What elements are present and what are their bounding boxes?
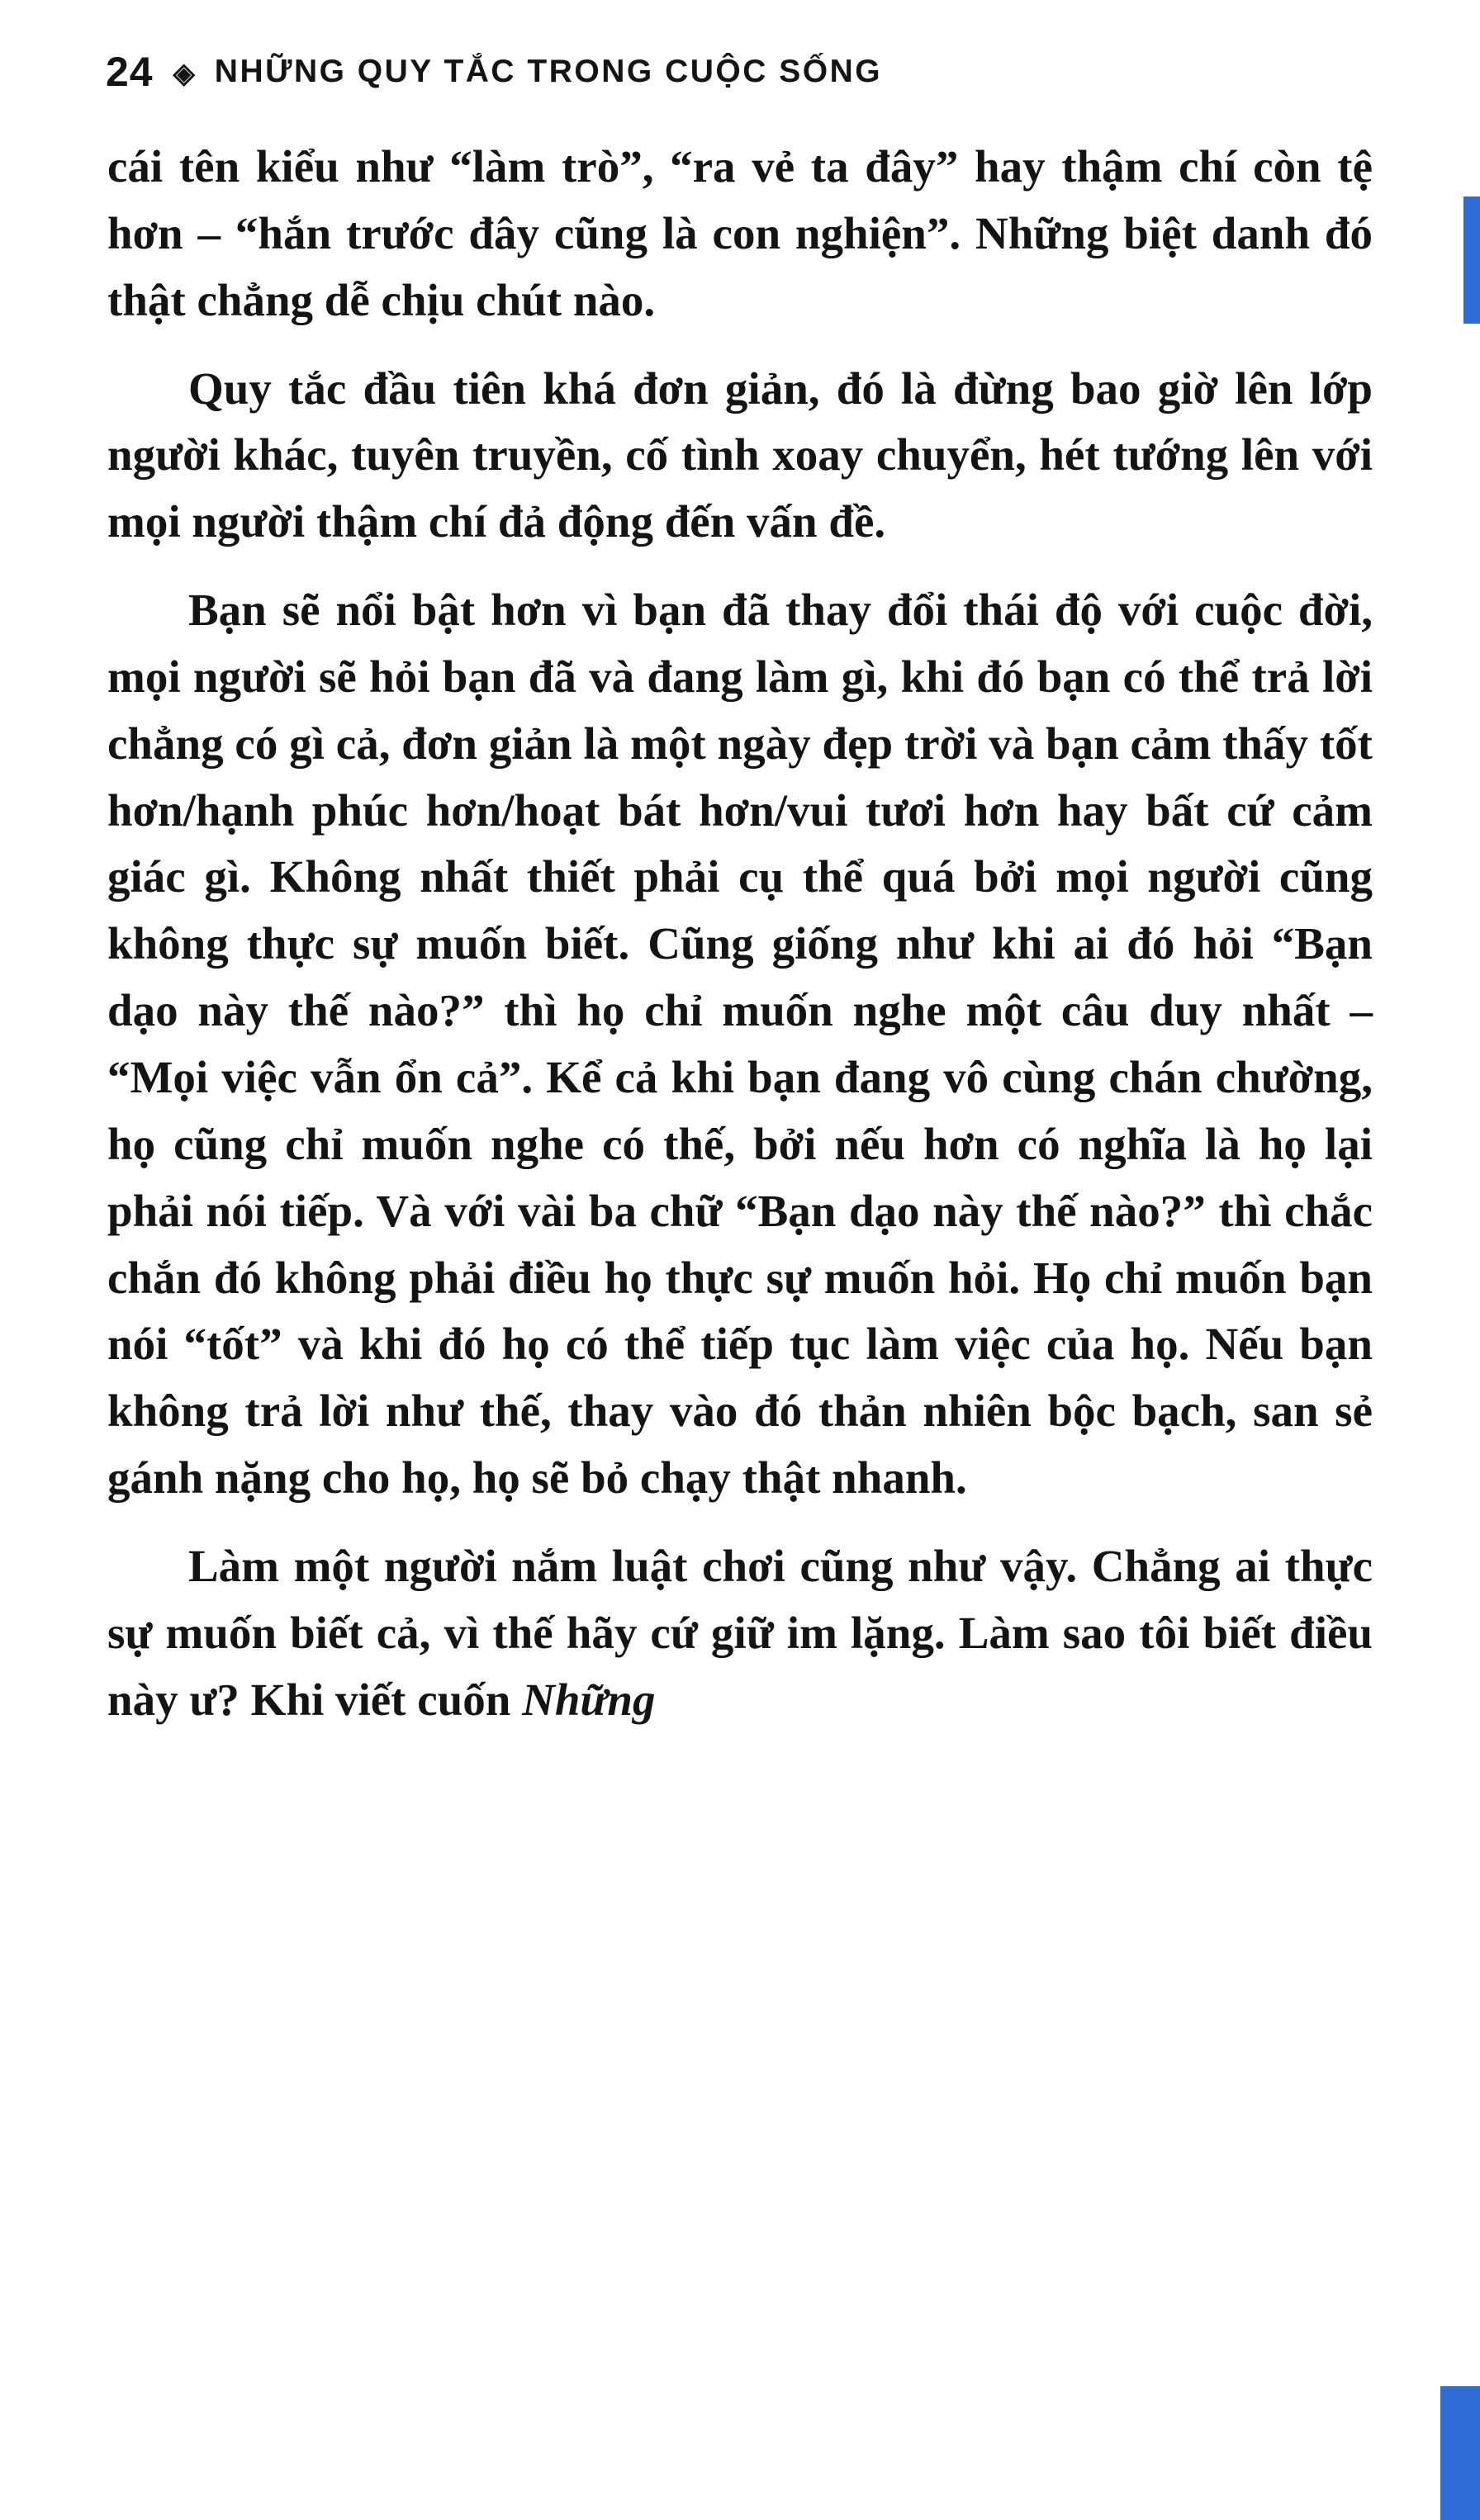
diamond-icon: ◈ [173,58,195,89]
page-edge-accent-bottom [1440,2386,1480,2520]
paragraph: Bạn sẽ nổi bật hơn vì bạn đã thay đổi thái độ với cuộc đời, mọi người sẽ hỏi bạn đã và đang làm gì, khi đó bạn có thể trả lời chẳng có gì cả, đơn giản là một ngày đẹp trời và bạn cảm thấy tốt hơn/hạnh phúc hơn/hoạt bát hơn/vui tươi hơn hay bất cứ cảm giác gì. Không nhất thiết phải cụ thể quá bởi mọi người cũng không thực sự muốn biết. Cũng giống như khi ai đó hỏi “Bạn dạo này thế nào?” thì họ chỉ muốn nghe một câu duy nhất – “Mọi việc vẫn ổn cả”. Kể cả khi bạn đang vô cùng chán chường, họ cũng chỉ muốn nghe có thế, bởi nếu hơn có nghĩa là họ lại phải nói tiếp. Và với vài ba chữ “Bạn dạo này thế nào?” thì chắc chắn đó không phải điều họ thực sự muốn hỏi. Họ chỉ muốn bạn nói “tốt” và khi đó họ có thể tiếp tục làm việc của họ. Nếu bạn không trả lời như thế, thay vào đó thản nhiên bộc bạch, san sẻ gánh nặng cho họ, họ sẽ bỏ chạy thật nhanh. [107,585,1373,1504]
page-header [0,0,1480,96]
page-number: 24 [106,49,154,95]
page-body [0,96,1480,1733]
paragraph-text: Làm một người nắm luật chơi cũng như vậy. Chẳng ai thực sự muốn biết cả, vì thế hãy cứ giữ im lặng. Làm sao tôi biết điều này ư? Khi viết cuốn [107,1540,1373,1725]
paragraph: Quy tắc đầu tiên khá đơn giản, đó là đừng bao giờ lên lớp người khác, tuyên truyền, cố tình xoay chuyển, hét tướng lên với mọi người thậm chí đả động đến vấn đề. [107,362,1373,547]
paragraph [107,1533,1373,1734]
paragraph: cái tên kiểu như “làm trò”, “ra vẻ ta đây” hay thậm chí còn tệ hơn – “hắn trước đây cũng là con nghiện”. Những biệt danh đó thật chẳng dễ chịu chút nào. [107,141,1373,325]
book-title-reference: Những [522,1674,656,1725]
page-edge-accent-top [1463,197,1480,324]
book-title: NHỮNG QUY TẮC TRONG CUỘC SỐNG [214,54,883,89]
